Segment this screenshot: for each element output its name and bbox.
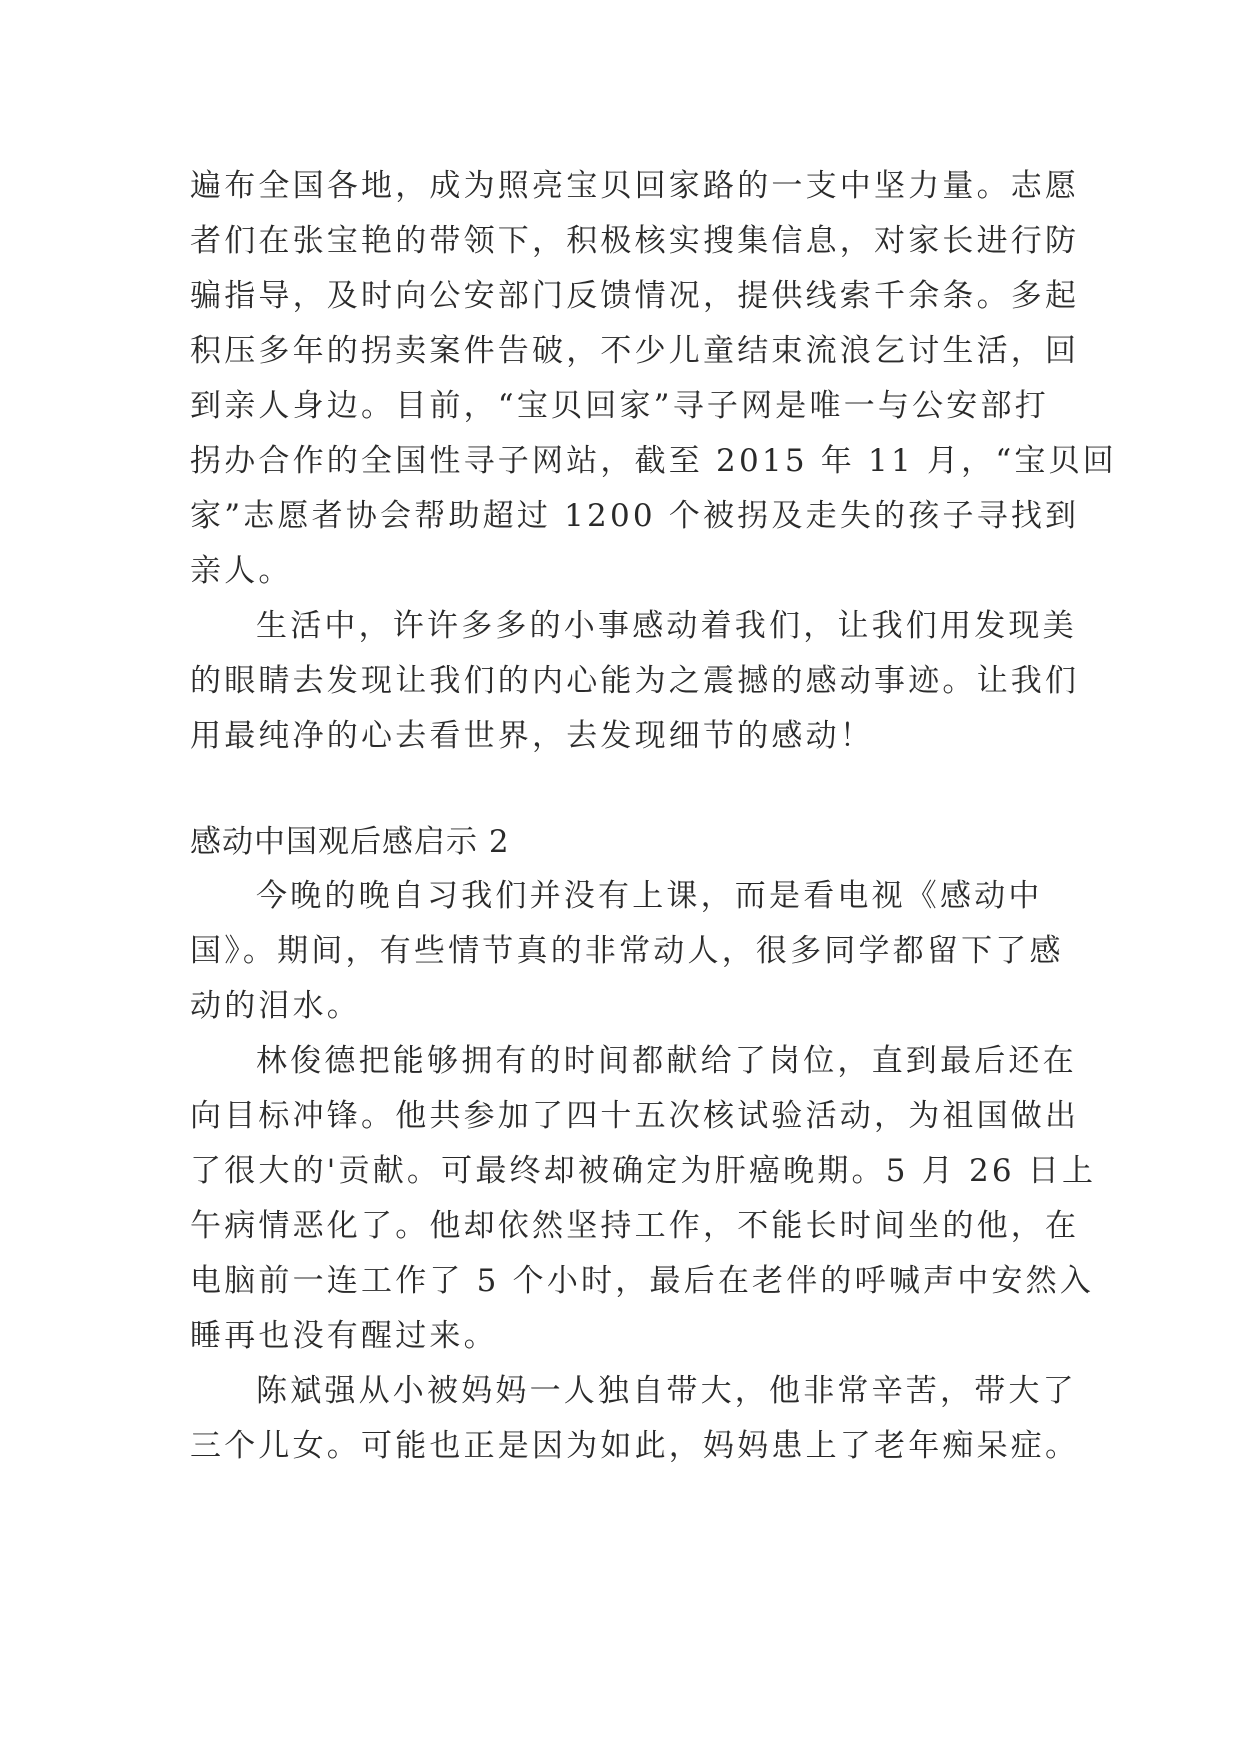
- text-line: 积压多年的拐卖案件告破，不少儿童结束流浪乞讨生活，回: [190, 333, 1080, 369]
- section-heading: 感动中国观后感启示 2: [190, 824, 510, 860]
- text-line: 的眼睛去发现让我们的内心能为之震撼的感动事迹。让我们: [190, 663, 1080, 699]
- text-line: 睡再也没有醒过来。: [190, 1318, 498, 1354]
- text-line: 骗指导，及时向公安部门反馈情况，提供线索千余条。多起: [190, 278, 1080, 314]
- text-line: 亲人。: [190, 553, 293, 589]
- text-line: 动的泪水。: [190, 988, 361, 1024]
- text-line: 到亲人身边。目前，“宝贝回家”寻子网是唯一与公安部打: [190, 388, 1049, 424]
- text-line: 午病情恶化了。他却依然坚持工作，不能长时间坐的他，在: [190, 1208, 1080, 1244]
- paragraph-first-line: 今晚的晚自习我们并没有上课，而是看电视《感动中: [256, 878, 1043, 914]
- text-line: 用最纯净的心去看世界，去发现细节的感动！: [190, 718, 874, 754]
- text-line: 三个儿女。可能也正是因为如此，妈妈患上了老年痴呆症。: [190, 1428, 1080, 1464]
- text-line: 家”志愿者协会帮助超过 1200 个被拐及走失的孩子寻找到: [190, 498, 1080, 534]
- paragraph-first-line: 陈斌强从小被妈妈一人独自带大，他非常辛苦，带大了: [256, 1373, 1077, 1409]
- text-line: 拐办合作的全国性寻子网站，截至 2015 年 11 月，“宝贝回: [190, 443, 1118, 479]
- text-line: 国》。期间，有些情节真的非常动人，很多同学都留下了感: [190, 933, 1064, 969]
- text-line: 了很大的'贡献。可最终却被确定为肝癌晚期。5 月 26 日上: [190, 1153, 1097, 1189]
- text-line: 向目标冲锋。他共参加了四十五次核试验活动，为祖国做出: [190, 1098, 1080, 1134]
- text-line: 遍布全国各地，成为照亮宝贝回家路的一支中坚力量。志愿: [190, 168, 1080, 204]
- text-line: 者们在张宝艳的带领下，积极核实搜集信息，对家长进行防: [190, 223, 1080, 259]
- paragraph-first-line: 生活中，许许多多的小事感动着我们，让我们用发现美: [256, 608, 1077, 644]
- paragraph-first-line: 林俊德把能够拥有的时间都献给了岗位，直到最后还在: [256, 1043, 1077, 1079]
- text-line: 电脑前一连工作了 5 个小时，最后在老伴的呼喊声中安然入: [190, 1263, 1095, 1299]
